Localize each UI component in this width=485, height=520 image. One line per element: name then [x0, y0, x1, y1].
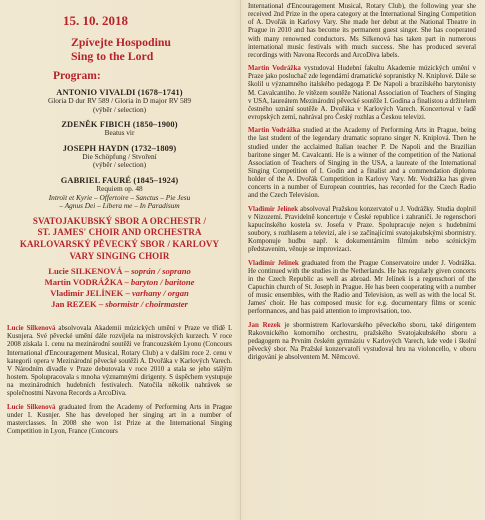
work-line: Introït et Kyrie – Offertoire – Sanctus – Pie Jesu [48, 192, 191, 202]
title-line-en: Sing to the Lord [71, 49, 154, 63]
performer-role: sbormistr / choirmaster [105, 299, 188, 310]
bio-rezek-cz [248, 321, 476, 362]
right-column [248, 0, 476, 520]
ensemble-names [7, 216, 232, 262]
performer: Lucie SILKENOVÁ – soprán / soprano [48, 266, 191, 277]
work-line: (výběr / selection) [92, 104, 147, 114]
bio-name: Vladimír Jelínek [248, 258, 299, 267]
performer-name: Martin VODRÁŽKA [44, 277, 123, 288]
work-line: Gloria D dur RV 589 / Gloria in D major RV 589 [47, 96, 192, 105]
bio-jelinek-cz [248, 205, 476, 254]
performer-role: varhany / organ [131, 288, 189, 299]
performer-name: Jan REZEK [51, 299, 97, 310]
composer-vivaldi: ANTONIO VIVALDI (1678–1741) [56, 88, 183, 97]
page-fold [240, 0, 241, 520]
bio-text: studied at the Academy of Performing Arts in Prague, being the last student of the legendary dramatic soprano singer N. Kniplová. Then he studied under the acclaimed Italian teacher P. De Napoli and the Brazilian baritone singer M. Cavalcanti. He is a winner of the competition of the National Association of Teachers of Singing in the USA, a laureate of the International Singing Competition of I. Godin and a finalist and a commendation diploma holder of the A. Dvořák Competition in Karlovy Vary. Mr. Vodrážka has given concerts in a number of European countries, has recorded for the Czech Radio and the Czech Television. [248, 126, 476, 200]
work-line: Die Schöpfung / Stvoření [82, 151, 157, 161]
bio-name: Martin Vodrážka [248, 64, 301, 73]
performer: Martin VODRÁŽKA – baryton / baritone [44, 277, 195, 288]
bio-name: Lucie Silkenová [7, 402, 56, 411]
ensemble-line: ST. JAMES' CHOIR AND ORCHESTRA [37, 227, 202, 238]
composer-faure: GABRIEL FAURÉ (1845–1924) [60, 175, 179, 185]
work-line: Beatus vir [104, 128, 135, 138]
bio-text: absolvovala Akademii múzických umění v Praze ve třídě I. Kusnjera. Své pěvecké umění dále rozvíjela na mistrovských kurzech. V roce 2008 získala 1. cenu na mezinárodní soutěži ve francouzském Lyonu (Concours International d'Encouragement Musical, Rotary Club) a v dalším roce 2. cenu v kategorii opera v Mezinárodní pěvecké soutěži A. Dvořáka v Karlových Varech. V Národním divadle v Praze debutovala v roce 2010 a stala se jeho stálým hostem. Spolupracovala s mnoha významnými dirigenty. S úspěchem vystupuje na mezinárodních hudebních festivalech. Natočila několik nahrávek se společnostmi Navona Records a ArcoDiva. [7, 324, 232, 398]
work-line: (výběr / selection) [92, 160, 147, 170]
bio-text: graduated from the Academy of Performing Arts in Prague under I. Kusnjer. She has developed her singing art in a number of masterclasses. In 2008 she won 1st Prize at the International Singing Competition in Lyon, France (Concours [7, 402, 232, 435]
program-heading: Program: [53, 70, 101, 82]
work-line: – Agnus Dei – Libera me – In Paradisum [59, 201, 180, 211]
performer-role: soprán / soprano [131, 266, 191, 277]
work-line: Requiem op. 48 [96, 183, 143, 193]
bio-text: vystudoval Hudební fakultu Akademie múzických umění v Praze jako posluchač zde legendární dramatické sopranistky N. Kniplové. Dále se školil u významného italského pedagoga P. De Napoli a brazilského barytonisty M. Cavalcantiho. Je vítězem soutěže National Association of Teachers of Singing v USA, laureátem Mezinárodní pěvecké soutěže I. Godina a finalistou a držitelem čestného uznání soutěže A. Dvořáka v Karlových Varech. Koncertoval v řadě evropských zemí, nahrával pro Český rozhlas a Českou televizi. [248, 64, 476, 122]
bio-vodrazka-cz [248, 64, 476, 121]
bio-name: Vladimír Jelínek [248, 204, 299, 213]
bio-silkenova-cz [7, 324, 232, 397]
ensemble-line: KARLOVARSKÝ PĚVECKÝ SBOR / KARLOVY [19, 238, 220, 249]
bio-name: Lucie Silkenová [7, 324, 56, 333]
performer-name: Vladimír JELÍNEK [50, 288, 124, 299]
left-column [7, 0, 232, 520]
bio-silkenova-en-cont [248, 2, 476, 59]
bio-vodrazka-en [248, 126, 476, 199]
bio-text: graduated from the Prague Conservatoire under J. Vodrážka. He continued with the studies in the Netherlands. He has regularly given concerts in the Czech Republic as well as abroad. Mr Jelínek is a regenschori of the Capuchin church of St. Joseph in Prague. He has been cooperating with a number of music ensembles, with the Radio and Television, as well as with the local St. James' choir. He has composed music for e.g. documentary films or scenic performances, and has paid attention to improvisation, too. [248, 258, 476, 316]
concert-date: 15. 10. 2018 [63, 13, 128, 28]
performers-list [7, 266, 232, 310]
bio-text: je sbormistrem Karlovarského pěveckého sboru, také dirigentem Rakovnického komorního orchestru, pražského Svatojakubského sboru a pedagogem na Prvním českém gymnáziu v Karlových Varech, kde vede i školní pěvecký sbor. Na Pražské konzervatoři vystudoval hru na violoncello, v oboru dirigování je absolventem M. Němcové. [248, 320, 476, 362]
ensemble-line: SVATOJAKUBSKÝ SBOR A ORCHESTR / [32, 215, 207, 226]
bio-name: Jan Rezek [248, 320, 281, 329]
bio-silkenova-en [7, 403, 232, 436]
performer: Jan REZEK – sbormistr / choirmaster [51, 299, 188, 310]
program-list [7, 88, 232, 211]
bio-text: absolvoval Pražskou konzervatoř u J. Vodrážky. Studia doplnil v Nizozemí. Pravidelně koncertuje v České republice i zahraničí. Je regenschori kapucínského kostela sv. Josefa v Praze. Spolupracuje nejen s hudebními soubory, s rozhlasem a televizí, ale i se začínajícími svatojakubskými sbormistry. Komponuje hudbu např. k dokumentárním filmům nebo scénickým představením, věnuje se improvizaci. [248, 204, 476, 254]
bio-text: International d'Encouragement Musical, Rotary Club), the following year she received 2nd Prize in the opera category at the International Singing Competition of A. Dvořák in Karlovy Vary. She made her debut at the National Theatre in Prague in 2010 and has become its permanent guest singer. She has cooperated with many renowned conductors. Ms Silkenová has taken part in numerous international music festivals with much success. She has produced several recordings with Navona Records and ArcoDiva labels. [248, 2, 476, 59]
title-line-cz: Zpívejte Hospodinu [71, 35, 171, 49]
bio-jelinek-en [248, 259, 476, 316]
performer: Vladimír JELÍNEK – varhany / organ [50, 288, 189, 299]
performer-name: Lucie SILKENOVÁ [48, 266, 123, 277]
bio-name: Martin Vodrážka [248, 126, 301, 135]
ensemble-line: VARY SINGING CHOIR [69, 250, 170, 261]
composer-fibich: ZDENĚK FIBICH (1850–1900) [61, 120, 178, 130]
performer-role: baryton / baritone [130, 277, 195, 288]
composer-haydn: JOSEPH HAYDN (1732–1809) [62, 143, 177, 153]
concert-title [7, 35, 232, 63]
